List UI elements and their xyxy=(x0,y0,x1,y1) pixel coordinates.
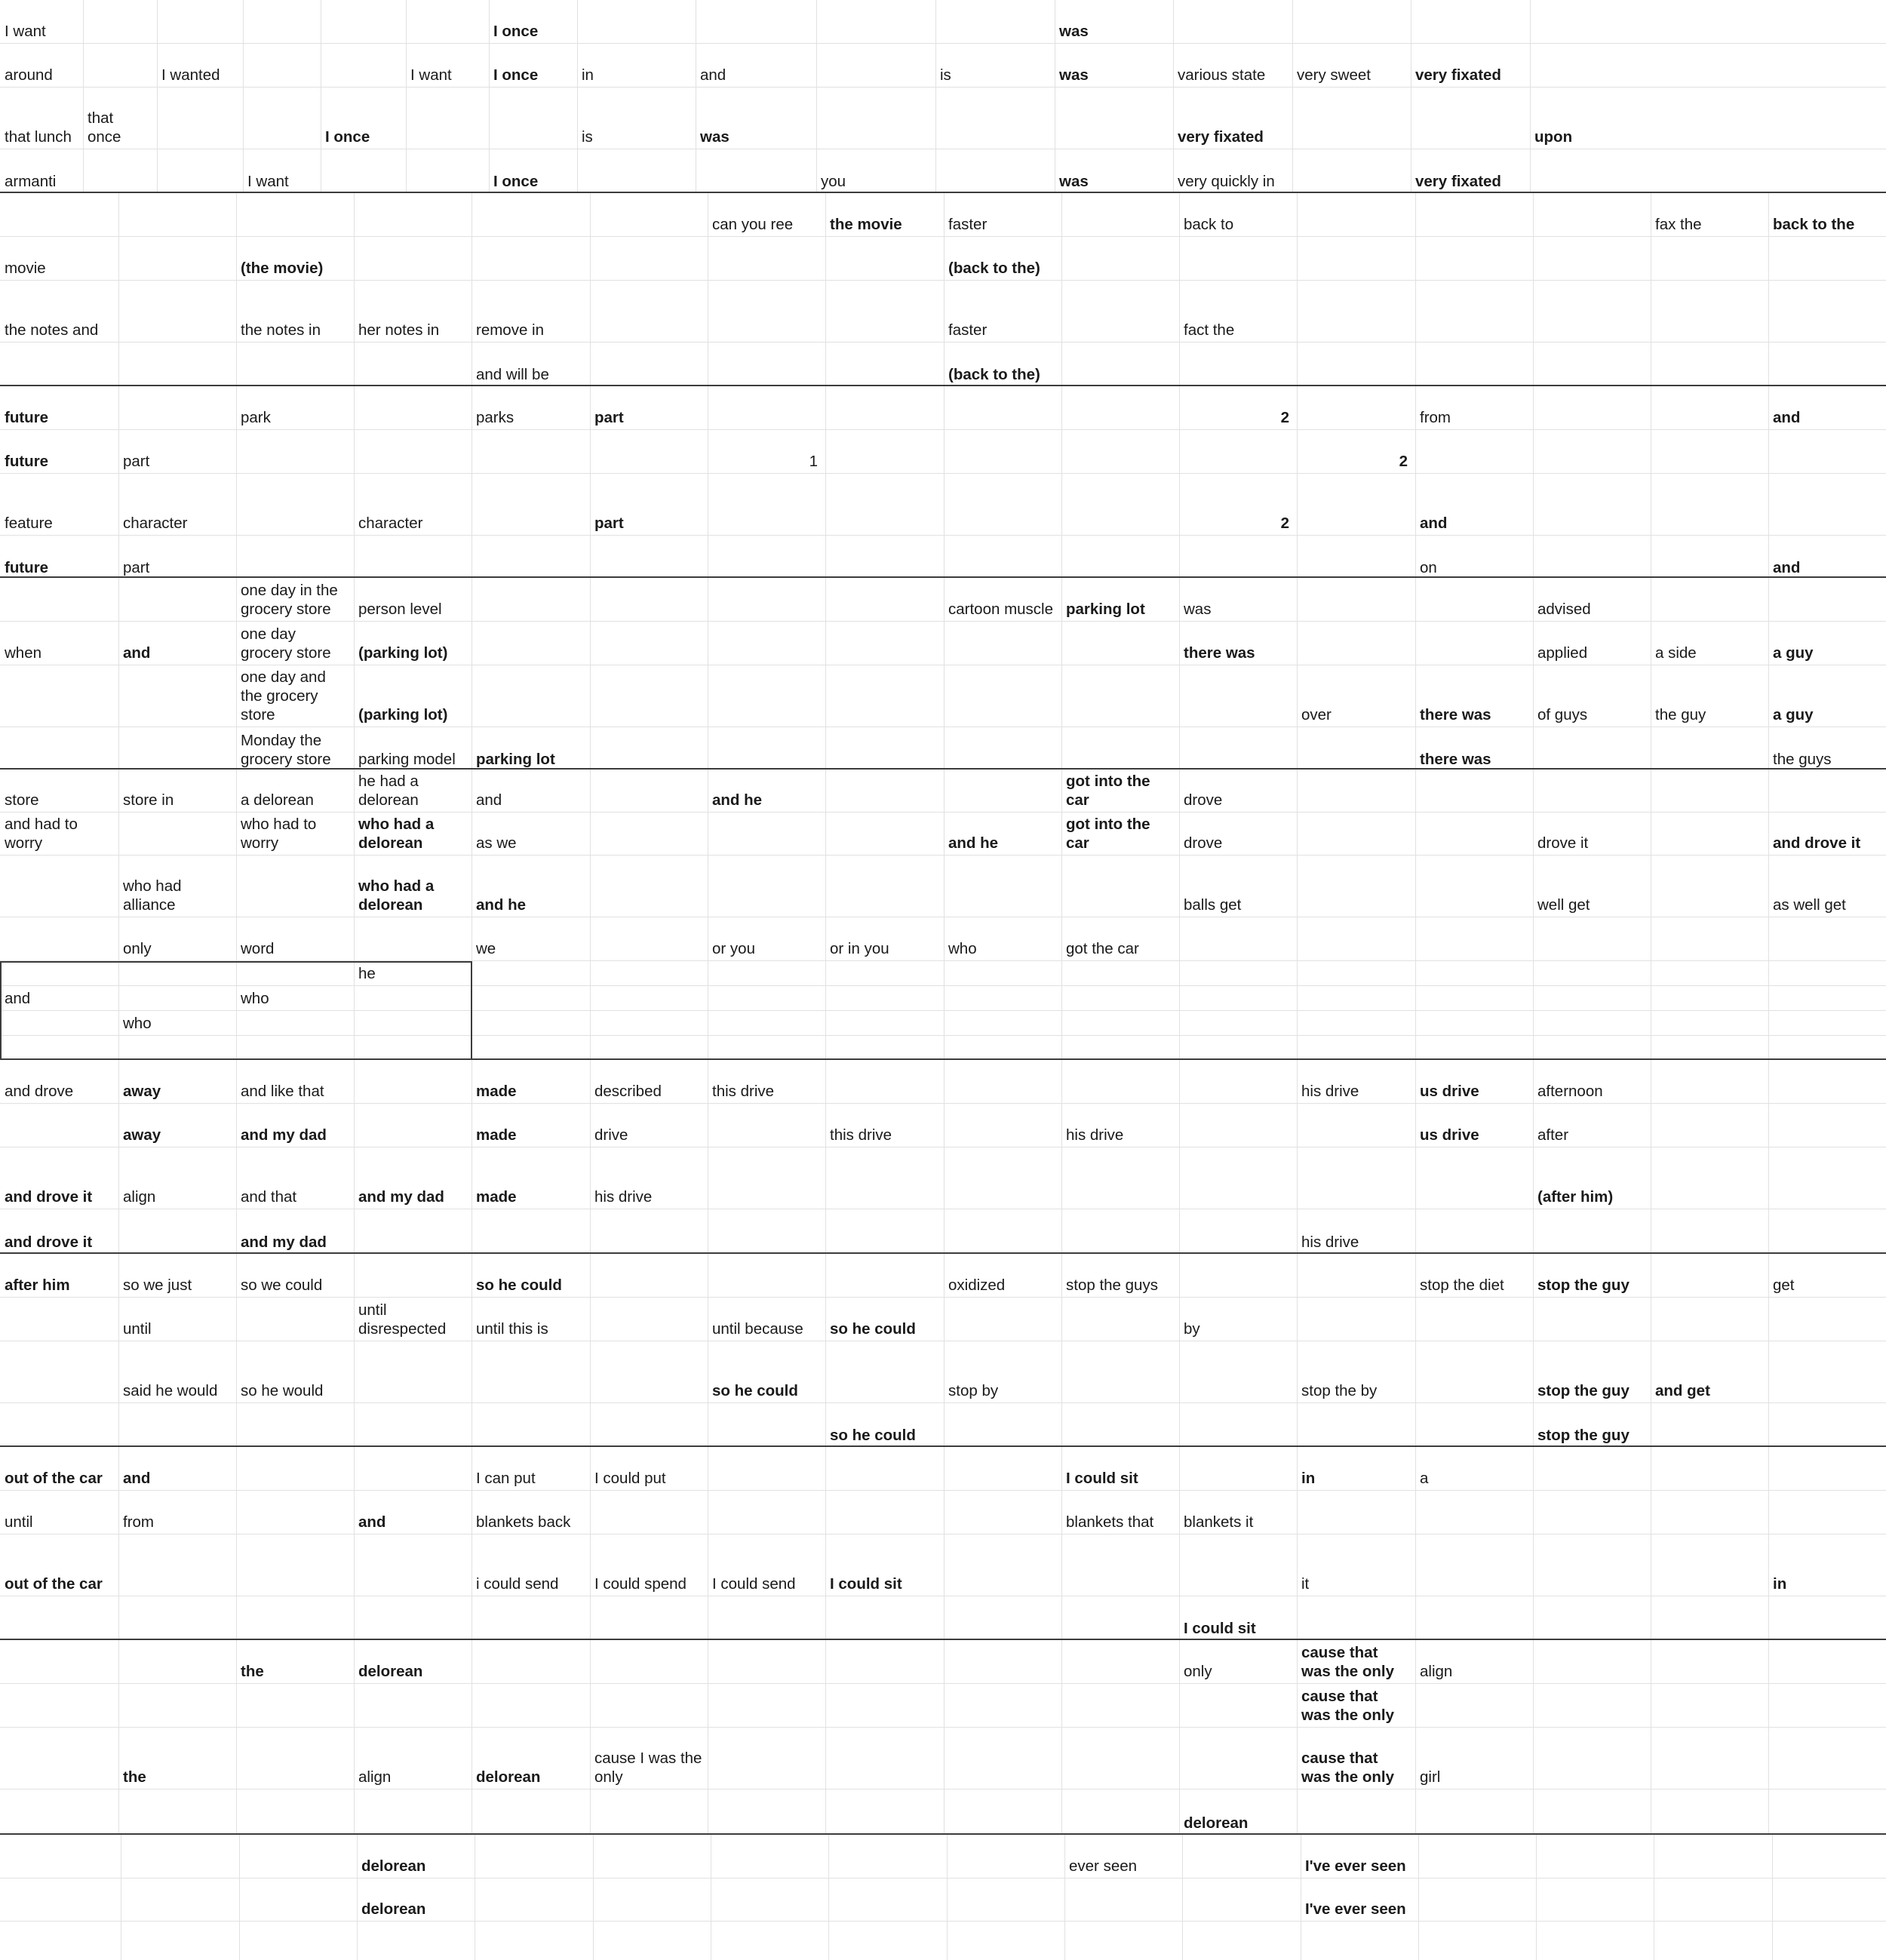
table-cell[interactable]: that lunch xyxy=(5,128,72,146)
table-cell[interactable]: I once xyxy=(493,173,539,190)
table-cell[interactable]: afternoon xyxy=(1537,1083,1603,1100)
table-row xyxy=(0,1104,1886,1147)
table-cell[interactable]: blankets it xyxy=(1184,1513,1254,1531)
table-row xyxy=(0,1060,1886,1104)
table-cell[interactable]: the guy xyxy=(1655,706,1706,723)
table-cell[interactable]: and my dad xyxy=(241,1233,327,1251)
table-cell[interactable]: cartoon muscle xyxy=(948,601,1054,618)
table-cell[interactable]: cause that was the only xyxy=(1301,1750,1395,1786)
table-cell[interactable]: his drive xyxy=(1301,1083,1359,1100)
table-cell[interactable]: and drove it xyxy=(5,1188,93,1206)
table-cell[interactable]: stop the guys xyxy=(1066,1276,1158,1294)
table-cell[interactable]: can you ree xyxy=(712,216,794,233)
table-cell[interactable]: I once xyxy=(325,128,370,146)
table-cell[interactable]: (parking lot) xyxy=(358,644,448,662)
table-cell[interactable]: and xyxy=(358,1513,386,1531)
table-cell[interactable]: so he would xyxy=(241,1382,324,1399)
table-cell[interactable]: character xyxy=(123,515,188,532)
table-cell[interactable]: girl xyxy=(1420,1768,1441,1786)
table-row xyxy=(0,665,1886,727)
table-cell[interactable]: in xyxy=(1773,1575,1787,1593)
table-cell[interactable]: and xyxy=(123,1470,151,1487)
table-cell[interactable]: in xyxy=(1301,1470,1316,1487)
row-group-7 xyxy=(0,1254,1886,1447)
table-cell[interactable]: he xyxy=(358,965,376,982)
table-cell[interactable]: us drive xyxy=(1420,1126,1479,1144)
table-cell[interactable]: until disrespected xyxy=(358,1301,447,1338)
table-cell[interactable]: (after him) xyxy=(1537,1188,1614,1206)
table-cell[interactable]: is xyxy=(582,128,593,146)
table-cell[interactable]: the notes in xyxy=(241,321,321,339)
table-row xyxy=(0,149,1886,193)
table-cell[interactable]: 2 xyxy=(1280,515,1289,532)
table-cell[interactable]: her notes in xyxy=(358,321,440,339)
table-cell[interactable]: who had a delorean xyxy=(358,816,435,852)
table-cell[interactable]: made xyxy=(476,1083,517,1100)
table-cell[interactable]: one day and the grocery store xyxy=(241,668,326,723)
table-cell[interactable]: the movie xyxy=(830,216,902,233)
table-row xyxy=(0,474,1886,536)
table-cell[interactable]: well get xyxy=(1537,896,1590,914)
table-cell[interactable]: Monday the grocery store xyxy=(241,732,331,768)
table-cell[interactable]: very fixated xyxy=(1178,128,1264,146)
table-cell[interactable]: who xyxy=(241,990,269,1007)
table-row xyxy=(0,237,1886,281)
table-cell[interactable]: I could spend xyxy=(594,1575,687,1593)
table-cell[interactable]: I could sit xyxy=(1066,1470,1138,1487)
table-cell[interactable]: and my dad xyxy=(241,1126,327,1144)
table-cell[interactable]: back to the xyxy=(1773,216,1855,233)
table-row xyxy=(0,343,1886,386)
table-cell[interactable]: drove it xyxy=(1537,834,1589,852)
table-row xyxy=(0,1298,1886,1341)
table-cell[interactable]: applied xyxy=(1537,644,1588,662)
table-row xyxy=(0,1879,1886,1922)
table-cell[interactable]: stop the guy xyxy=(1537,1276,1630,1294)
table-cell[interactable]: after xyxy=(1537,1126,1569,1144)
table-cell[interactable]: a guy xyxy=(1773,644,1814,662)
table-cell[interactable]: and had to worry xyxy=(5,816,78,852)
table-cell[interactable]: character xyxy=(358,515,423,532)
table-cell[interactable]: the guys xyxy=(1773,751,1832,768)
table-cell[interactable]: the xyxy=(241,1663,264,1680)
table-cell[interactable]: delorean xyxy=(476,1768,541,1786)
table-cell[interactable]: until xyxy=(123,1320,152,1338)
table-row xyxy=(0,1684,1886,1728)
table-row xyxy=(0,961,1886,986)
table-cell[interactable]: stop the guy xyxy=(1537,1427,1630,1444)
table-cell[interactable]: who had to worry xyxy=(241,816,317,852)
table-cell[interactable]: was xyxy=(700,128,730,146)
table-cell[interactable]: advised xyxy=(1537,601,1591,618)
table-cell[interactable]: (back to the) xyxy=(948,366,1040,383)
table-cell[interactable]: parking lot xyxy=(1066,601,1145,618)
table-cell[interactable]: on xyxy=(1420,559,1437,576)
table-row xyxy=(0,88,1886,149)
table-cell[interactable]: store xyxy=(5,791,39,809)
table-row xyxy=(0,430,1886,474)
table-row xyxy=(0,386,1886,430)
table-row xyxy=(0,1036,1886,1060)
table-cell[interactable]: store in xyxy=(123,791,174,809)
table-cell[interactable]: I could put xyxy=(594,1470,666,1487)
table-cell[interactable]: I've ever seen xyxy=(1305,1857,1406,1875)
table-cell[interactable]: and xyxy=(5,990,31,1007)
table-cell[interactable]: cause that was the only xyxy=(1301,1688,1395,1724)
row-group-2 xyxy=(0,193,1886,386)
table-row xyxy=(0,1011,1886,1036)
table-cell[interactable]: and drove it xyxy=(5,1233,93,1251)
table-cell[interactable]: we xyxy=(476,940,496,957)
row-group-8 xyxy=(0,1447,1886,1640)
table-cell[interactable]: word xyxy=(241,940,275,957)
table-cell[interactable]: part xyxy=(594,409,624,426)
table-cell[interactable]: and xyxy=(1773,409,1801,426)
table-cell[interactable]: there was xyxy=(1184,644,1255,662)
table-cell[interactable]: who had alliance xyxy=(123,877,182,914)
table-cell[interactable]: who xyxy=(123,1015,152,1032)
table-cell[interactable]: until because xyxy=(712,1320,803,1338)
table-cell[interactable]: so he could xyxy=(830,1427,916,1444)
table-cell[interactable]: blankets that xyxy=(1066,1513,1154,1531)
table-cell[interactable]: (parking lot) xyxy=(358,706,448,723)
table-row xyxy=(0,0,1886,44)
table-cell[interactable]: after him xyxy=(5,1276,70,1294)
table-cell[interactable]: out of the car xyxy=(5,1575,103,1593)
row-group-1 xyxy=(0,0,1886,193)
table-cell[interactable]: faster xyxy=(948,321,988,339)
table-cell[interactable]: back to xyxy=(1184,216,1234,233)
table-cell[interactable]: a delorean xyxy=(241,791,314,809)
table-cell[interactable]: so he could xyxy=(476,1276,562,1294)
table-cell[interactable]: so we could xyxy=(241,1276,323,1294)
table-cell[interactable]: or in you xyxy=(830,940,889,957)
table-cell[interactable]: very fixated xyxy=(1415,66,1501,84)
table-cell[interactable]: parking model xyxy=(358,751,456,768)
table-cell[interactable]: delorean xyxy=(1184,1814,1249,1832)
table-cell[interactable]: and drove xyxy=(5,1083,74,1100)
table-cell[interactable]: this drive xyxy=(712,1083,775,1100)
table-cell[interactable]: delorean xyxy=(361,1900,426,1918)
table-cell[interactable]: got into the car xyxy=(1066,773,1150,809)
table-cell[interactable]: a xyxy=(1420,1470,1429,1487)
table-cell[interactable]: I wanted xyxy=(161,66,220,84)
table-cell[interactable]: got into the car xyxy=(1066,816,1150,852)
table-cell[interactable]: faster xyxy=(948,216,988,233)
table-cell[interactable]: was xyxy=(1059,23,1089,40)
table-cell[interactable]: (the movie) xyxy=(241,260,324,277)
table-cell[interactable]: from xyxy=(1420,409,1451,426)
table-cell[interactable]: from xyxy=(123,1513,154,1531)
table-cell[interactable]: stop by xyxy=(948,1382,999,1399)
table-cell[interactable]: or you xyxy=(712,940,755,957)
table-row xyxy=(0,1789,1886,1835)
table-cell[interactable]: person level xyxy=(358,601,442,618)
table-cell[interactable]: ever seen xyxy=(1069,1857,1138,1875)
table-cell[interactable]: align xyxy=(358,1768,392,1786)
table-cell[interactable]: I could sit xyxy=(830,1575,902,1593)
table-cell[interactable]: as well get xyxy=(1773,896,1846,914)
table-cell[interactable]: that once xyxy=(88,109,121,146)
table-cell[interactable]: and drove it xyxy=(1773,834,1861,852)
table-cell[interactable]: said he would xyxy=(123,1382,218,1399)
table-cell[interactable]: 2 xyxy=(1399,453,1408,470)
table-cell[interactable]: and he xyxy=(476,896,527,914)
table-cell[interactable]: made xyxy=(476,1126,517,1144)
table-cell[interactable]: was xyxy=(1184,601,1212,618)
table-cell[interactable]: drive xyxy=(594,1126,628,1144)
table-cell[interactable]: and will be xyxy=(476,366,549,383)
table-cell[interactable]: delorean xyxy=(361,1857,426,1875)
table-row xyxy=(0,193,1886,237)
table-row xyxy=(0,1254,1886,1298)
table-cell[interactable]: various state xyxy=(1178,66,1266,84)
table-cell[interactable]: very sweet xyxy=(1297,66,1371,84)
table-cell[interactable]: i could send xyxy=(476,1575,559,1593)
table-cell[interactable]: it xyxy=(1301,1575,1310,1593)
table-cell[interactable]: is xyxy=(940,66,951,84)
table-row xyxy=(0,1341,1886,1403)
row-group-5 xyxy=(0,770,1886,1060)
table-cell[interactable]: I once xyxy=(493,23,539,40)
table-cell[interactable]: future xyxy=(5,409,49,426)
table-cell[interactable]: parks xyxy=(476,409,515,426)
table-cell[interactable]: fact the xyxy=(1184,321,1235,339)
table-cell[interactable]: get xyxy=(1773,1276,1795,1294)
table-cell[interactable]: blankets back xyxy=(476,1513,571,1531)
table-row xyxy=(0,813,1886,856)
table-row xyxy=(0,281,1886,343)
row-group-6 xyxy=(0,1060,1886,1254)
table-cell[interactable]: I want xyxy=(247,173,289,190)
table-cell[interactable]: and xyxy=(1420,515,1448,532)
table-cell[interactable]: made xyxy=(476,1188,517,1206)
table-cell[interactable]: movie xyxy=(5,260,46,277)
table-cell[interactable]: very fixated xyxy=(1415,173,1501,190)
table-cell[interactable]: only xyxy=(123,940,152,957)
table-cell[interactable]: I've ever seen xyxy=(1305,1900,1406,1918)
table-cell[interactable]: described xyxy=(594,1083,662,1100)
table-cell[interactable]: and xyxy=(1773,559,1801,576)
row-group-4 xyxy=(0,578,1886,770)
table-cell[interactable]: so he could xyxy=(830,1320,916,1338)
table-row xyxy=(0,1209,1886,1254)
row-group-10 xyxy=(0,1835,1886,1960)
table-cell[interactable]: I can put xyxy=(476,1470,536,1487)
table-cell[interactable]: part xyxy=(123,559,150,576)
table-cell[interactable]: a side xyxy=(1655,644,1697,662)
table-cell[interactable]: over xyxy=(1301,706,1332,723)
row-group-3 xyxy=(0,386,1886,578)
table-cell[interactable]: remove in xyxy=(476,321,545,339)
table-cell[interactable]: I once xyxy=(493,66,539,84)
table-cell[interactable]: I want xyxy=(5,23,46,40)
row-group-9 xyxy=(0,1640,1886,1835)
table-cell[interactable]: of guys xyxy=(1537,706,1588,723)
table-row xyxy=(0,1147,1886,1209)
table-cell[interactable]: when xyxy=(5,644,42,662)
table-cell[interactable]: part xyxy=(123,453,150,470)
table-cell[interactable]: align xyxy=(1420,1663,1453,1680)
table-cell[interactable]: his drive xyxy=(1301,1233,1359,1251)
table-row xyxy=(0,1596,1886,1640)
table-row xyxy=(0,1640,1886,1684)
table-cell[interactable]: (back to the) xyxy=(948,260,1040,277)
table-cell[interactable]: stop the by xyxy=(1301,1382,1378,1399)
table-cell[interactable]: and my dad xyxy=(358,1188,444,1206)
table-cell[interactable]: this drive xyxy=(830,1126,892,1144)
table-row xyxy=(0,1447,1886,1491)
table-cell[interactable]: align xyxy=(123,1188,156,1206)
table-cell[interactable]: part xyxy=(594,515,624,532)
table-cell[interactable]: and he xyxy=(712,791,763,809)
table-cell[interactable]: in xyxy=(582,66,594,84)
table-row xyxy=(0,1403,1886,1447)
table-cell[interactable]: got the car xyxy=(1066,940,1139,957)
table-cell[interactable]: one day grocery store xyxy=(241,625,331,662)
table-cell[interactable]: fax the xyxy=(1655,216,1702,233)
table-cell[interactable]: was xyxy=(1059,173,1089,190)
table-row xyxy=(0,622,1886,665)
table-cell[interactable]: drove xyxy=(1184,834,1223,852)
table-cell[interactable]: the xyxy=(123,1768,146,1786)
table-cell[interactable]: upon xyxy=(1534,128,1573,146)
table-cell[interactable]: so we just xyxy=(123,1276,192,1294)
table-cell[interactable]: I could sit xyxy=(1184,1620,1256,1637)
table-cell[interactable]: parking lot xyxy=(476,751,555,768)
table-cell[interactable]: you xyxy=(821,173,846,190)
table-cell[interactable]: 2 xyxy=(1280,409,1289,426)
table-cell[interactable]: balls get xyxy=(1184,896,1242,914)
table-row xyxy=(0,1922,1886,1960)
table-cell[interactable]: future xyxy=(5,559,49,576)
table-row xyxy=(0,727,1886,771)
table-row xyxy=(0,1535,1886,1596)
table-row xyxy=(0,536,1886,579)
table-cell[interactable]: a guy xyxy=(1773,706,1814,723)
table-cell[interactable]: 1 xyxy=(809,453,818,470)
table-cell[interactable]: who had a delorean xyxy=(358,877,435,914)
table-cell[interactable]: so he could xyxy=(712,1382,798,1399)
table-cell[interactable]: delorean xyxy=(358,1663,423,1680)
table-cell[interactable]: and xyxy=(123,644,151,662)
table-row xyxy=(0,578,1886,622)
table-cell[interactable]: he had a delorean xyxy=(358,773,419,809)
table-cell[interactable]: and xyxy=(476,791,502,809)
table-cell[interactable]: feature xyxy=(5,515,53,532)
table-cell[interactable]: was xyxy=(1059,66,1089,84)
table-row xyxy=(0,770,1886,813)
table-cell[interactable]: away xyxy=(123,1083,161,1100)
table-cell[interactable]: around xyxy=(5,66,53,84)
table-cell[interactable]: there was xyxy=(1420,706,1491,723)
table-cell[interactable]: his drive xyxy=(594,1188,653,1206)
table-cell[interactable]: stop the diet xyxy=(1420,1276,1504,1294)
table-row xyxy=(0,1491,1886,1535)
table-cell[interactable]: until this is xyxy=(476,1320,548,1338)
table-cell[interactable]: and get xyxy=(1655,1382,1710,1399)
table-cell[interactable]: as we xyxy=(476,834,517,852)
table-cell[interactable]: by xyxy=(1184,1320,1200,1338)
table-cell[interactable]: I want xyxy=(410,66,452,84)
table-row xyxy=(0,44,1886,88)
table-cell[interactable]: stop the guy xyxy=(1537,1382,1630,1399)
table-cell[interactable]: one day in the grocery store xyxy=(241,582,338,618)
table-cell[interactable]: his drive xyxy=(1066,1126,1124,1144)
table-cell[interactable]: and that xyxy=(241,1188,297,1206)
table-cell[interactable]: us drive xyxy=(1420,1083,1479,1100)
table-cell[interactable]: park xyxy=(241,409,271,426)
table-cell[interactable]: very quickly in xyxy=(1178,173,1275,190)
table-cell[interactable]: and he xyxy=(948,834,999,852)
table-cell[interactable]: cause that was the only xyxy=(1301,1644,1395,1680)
table-cell[interactable]: oxidized xyxy=(948,1276,1006,1294)
table-cell[interactable]: cause I was the only xyxy=(594,1750,702,1786)
table-cell[interactable]: drove xyxy=(1184,791,1223,809)
table-row xyxy=(0,1835,1886,1879)
table-cell[interactable]: I could send xyxy=(712,1575,796,1593)
table-cell[interactable]: and like that xyxy=(241,1083,324,1100)
table-cell[interactable]: the notes and xyxy=(5,321,99,339)
table-cell[interactable]: armanti xyxy=(5,173,57,190)
table-row xyxy=(0,917,1886,961)
table-row xyxy=(0,986,1886,1011)
table-cell[interactable]: out of the car xyxy=(5,1470,103,1487)
table-cell[interactable]: and xyxy=(700,66,726,84)
table-cell[interactable]: there was xyxy=(1420,751,1491,768)
table-cell[interactable]: who xyxy=(948,940,977,957)
table-cell[interactable]: until xyxy=(5,1513,33,1531)
table-cell[interactable]: future xyxy=(5,453,49,470)
table-cell[interactable]: away xyxy=(123,1126,161,1144)
table-row xyxy=(0,856,1886,917)
table-row xyxy=(0,1728,1886,1789)
table-cell[interactable]: only xyxy=(1184,1663,1212,1680)
